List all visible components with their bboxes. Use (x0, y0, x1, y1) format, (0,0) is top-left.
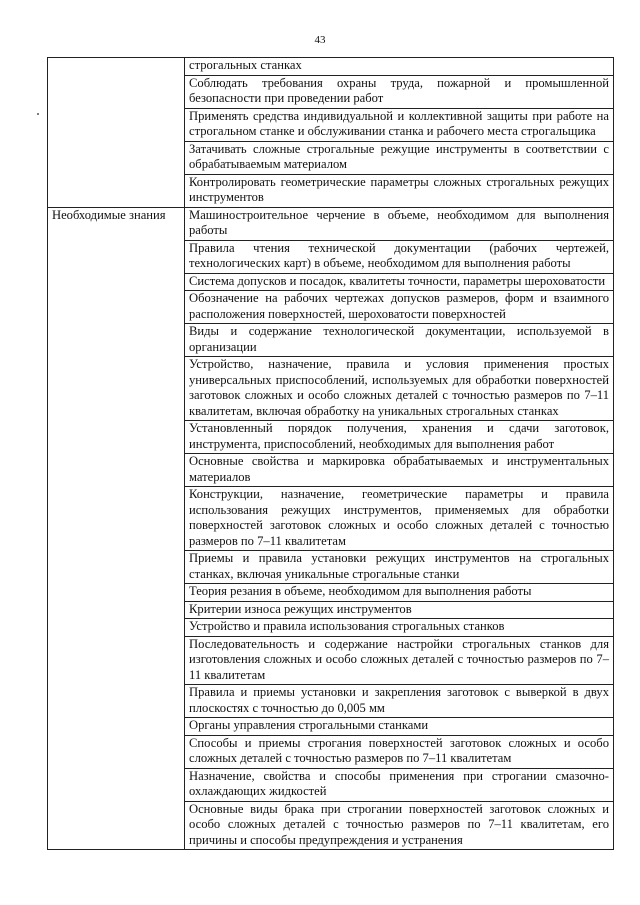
table-cell: Затачивать сложные строгальные режущие инструменты в соответствии с обрабатываемым материалом (185, 141, 614, 174)
skills-label-cell (48, 58, 185, 208)
table-cell: Критерии износа режущих инструментов (185, 601, 614, 619)
table-row (48, 207, 614, 240)
table-row (48, 58, 614, 76)
page-number: 43 (314, 34, 326, 46)
table-cell: Последовательность и содержание настройки строгальных станков для изготовления сложных и особо сложных деталей с точностью размеров по 7–11 квалитетам (185, 636, 614, 685)
table-cell: Устройство, назначение, правила и условия применения простых универсальных приспособлений, используемых для обработки поверхностей заготовок сложных и особо сложных деталей с точностью размеров по 7–11 квалитетам, включая обработку на уникальных строгальных станках (185, 357, 614, 421)
knowledge-label-cell (48, 207, 185, 850)
table-cell: Теория резания в объеме, необходимом для выполнения работы (185, 584, 614, 602)
table-cell: Виды и содержание технологической документации, используемой в организации (185, 324, 614, 357)
requirements-table (47, 57, 614, 850)
table-cell: Способы и приемы строгания поверхностей заготовок сложных и особо сложных деталей с точностью размеров по 7–11 квалитетам (185, 735, 614, 768)
scan-speck (37, 113, 39, 115)
table-cell: Правила и приемы установки и закрепления заготовок с выверкой в двух плоскостях с точностью до 0,005 мм (185, 685, 614, 718)
table-cell: Приемы и правила установки режущих инструментов на строгальных станках, включая уникальные строгальные станки (185, 551, 614, 584)
table-cell: Устройство и правила использования строгальных станков (185, 619, 614, 637)
table-cell: Основные виды брака при строгании поверхностей заготовок сложных и особо сложных деталей с точностью размеров по 7–11 квалитетам, его причины и способы предупреждения и устранения (185, 801, 614, 850)
table-cell: Соблюдать требования охраны труда, пожарной и промышленной безопасности при проведении работ (185, 75, 614, 108)
table-cell: Основные свойства и маркировка обрабатываемых и инструментальных материалов (185, 454, 614, 487)
table-cell: Контролировать геометрические параметры сложных строгальных режущих инструментов (185, 174, 614, 207)
table-cell: Применять средства индивидуальной и коллективной защиты при работе на строгальном станке и обслуживании станка и рабочего места строгальщика (185, 108, 614, 141)
knowledge-label: Необходимые знания (52, 207, 166, 222)
table-cell: Машиностроительное черчение в объеме, необходимом для выполнения работы (185, 207, 614, 240)
table-cell: Обозначение на рабочих чертежах допусков размеров, форм и взаимного расположения поверхностей, шероховатости поверхностей (185, 291, 614, 324)
table-cell: строгальных станках (185, 58, 614, 76)
table-cell: Система допусков и посадок, квалитеты точности, параметры шероховатости (185, 273, 614, 291)
table-cell: Правила чтения технической документации (рабочих чертежей, технологических карт) в объеме, необходимом для выполнения работы (185, 240, 614, 273)
table-cell: Органы управления строгальными станками (185, 718, 614, 736)
table-cell: Конструкции, назначение, геометрические параметры и правила использования режущих инструментов, применяемых для обработки поверхностей заготовок сложных и особо сложных деталей с точностью размеров по 7–11 квалитетам (185, 487, 614, 551)
table-cell: Установленный порядок получения, хранения и сдачи заготовок, инструмента, приспособлений, необходимых для выполнения работ (185, 421, 614, 454)
table-cell: Назначение, свойства и способы применения при строгании смазочно-охлаждающих жидкостей (185, 768, 614, 801)
